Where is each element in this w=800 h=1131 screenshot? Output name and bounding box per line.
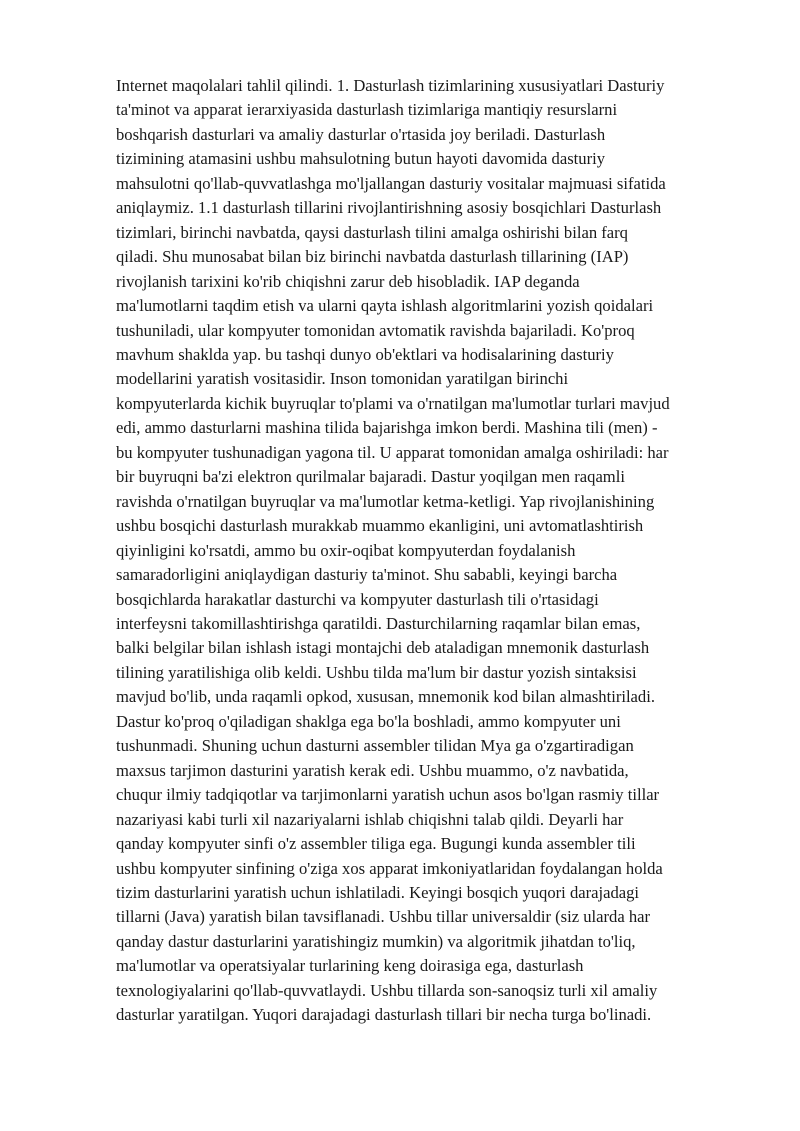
text-line: qiladi. Shu munosabat bilan biz birinchi navbatda dasturlash tillarining (IAP) — [116, 247, 629, 267]
text-line: ta'minot va apparat ierarxiyasida dasturlash tizimlariga mantiqiy resurslarni — [116, 100, 618, 120]
text-line: mavjud bo'lib, unda raqamli opkod, xususan, mnemonik kod bilan almashtiriladi. — [116, 687, 655, 707]
text-line: tillarni (Java) yaratish bilan tavsiflanadi. Ushbu tillar universaldir (siz ularda har — [116, 907, 651, 927]
text-line: samaradorligini aniqlaydigan dasturiy ta'minot. Shu sababli, keyingi barcha — [116, 565, 618, 585]
body-paragraph — [116, 74, 746, 1028]
text-line: nazariyasi kabi turli xil nazariyalarni ishlab chiqishni talab qildi. Deyarli har — [116, 809, 624, 829]
text-line: texnologiyalarini qo'llab-quvvatlaydi. Ushbu tillarda son-sanoqsiz turli xil amaliy — [116, 980, 658, 1000]
text-line: kompyuterlarda kichik buyruqlar to'plami va o'rnatilgan ma'lumotlar turlari mavjud — [116, 393, 670, 413]
text-line: tizimlari, birinchi navbatda, qaysi dasturlash tilini amalga oshirishi bilan farq — [116, 222, 628, 242]
text-line: chuqur ilmiy tadqiqotlar va tarjimonlarni yaratish uchun asos bo'lgan rasmiy tillar — [116, 785, 660, 805]
text-line: Internet maqolalari tahlil qilindi. 1. Dasturlash tizimlarining xususiyatlari Dasturiy — [116, 76, 665, 95]
text-line: ma'lumotlarni taqdim etish va ularni qayta ishlash algoritmlarini yozish qoidalari — [116, 296, 654, 316]
text-line: Dastur ko'proq o'qiladigan shaklga ega bo'la boshladi, ammo kompyuter uni — [116, 711, 621, 731]
text-line: ravishda o'rnatilgan buyruqlar va ma'lumotlar ketma-ketligi. Yap rivojlanishining — [116, 491, 655, 511]
text-line: dasturlar yaratilgan. Yuqori darajadagi dasturlash tillari bir necha turga bo'linadi. — [116, 1005, 652, 1025]
text-line: edi, ammo dasturlarni mashina tilida bajarishga imkon berdi. Mashina tili (men) - — [116, 418, 658, 438]
text-line: interfeysni takomillashtirishga qaratildi. Dasturchilarning raqamlar bilan emas, — [116, 613, 641, 633]
text-line: tushuniladi, ular kompyuter tomonidan avtomatik ravishda bajariladi. Ko'proq — [116, 320, 635, 340]
text-line: rivojlanish tarixini ko'rib chiqishni zarur deb hisobladik. IAP deganda — [116, 271, 580, 291]
text-line: qiyinligini ko'rsatdi, ammo bu oxir-oqibat kompyuterdan foydalanish — [116, 540, 576, 560]
text-line: modellarini yaratish vositasidir. Inson tomonidan yaratilgan birinchi — [116, 369, 569, 389]
text-line: tizim dasturlarini yaratish uchun ishlatiladi. Keyingi bosqich yuqori darajadagi — [116, 882, 640, 902]
text-line: bu kompyuter tushunadigan yagona til. U apparat tomonidan amalga oshiriladi: har — [116, 442, 669, 462]
text-line: bosqichlarda harakatlar dasturchi va kompyuter dasturlash tili o'rtasidagi — [116, 589, 599, 609]
text-line: ushbu bosqichi dasturlash murakkab muammo ekanligini, uni avtomatlashtirish — [116, 516, 644, 536]
text-line: qanday dastur dasturlarini yaratishingiz mumkin) va algoritmik jihatdan to'liq, — [116, 931, 636, 951]
text-line: mahsulotni qo'llab-quvvatlashga mo'ljallangan dasturiy vositalar majmuasi sifatida — [116, 173, 666, 193]
text-line: boshqarish dasturlari va amaliy dasturlar o'rtasida joy beriladi. Dasturlash — [116, 124, 606, 144]
text-line: aniqlaymiz. 1.1 dasturlash tillarini rivojlantirishning asosiy bosqichlari Dasturlash — [116, 198, 662, 218]
text-line: qanday kompyuter sinfi o'z assembler tiliga ega. Bugungi kunda assembler tili — [116, 834, 636, 854]
text-line: tizimining atamasini ushbu mahsulotning butun hayoti davomida dasturiy — [116, 149, 605, 169]
text-line: tushunmadi. Shuning uchun dasturni assembler tilidan Mya ga o'zgartiradigan — [116, 736, 634, 756]
text-line: ma'lumotlar va operatsiyalar turlarining keng doirasiga ega, dasturlash — [116, 956, 584, 976]
text-line: maxsus tarjimon dasturini yaratish kerak edi. Ushbu muammo, o'z navbatida, — [116, 760, 629, 780]
text-line: bir buyruqni ba'zi elektron qurilmalar bajaradi. Dastur yoqilgan men raqamli — [116, 467, 625, 487]
text-line: ushbu kompyuter sinfining o'ziga xos apparat imkoniyatlaridan foydalangan holda — [116, 858, 663, 878]
text-line: tilining yaratilishiga olib keldi. Ushbu tilda ma'lum bir dastur yozish sintaksisi — [116, 662, 637, 682]
text-line: balki belgilar bilan ishlash istagi montajchi deb ataladigan mnemonik dasturlash — [116, 638, 650, 658]
text-line: mavhum shaklda yap. bu tashqi dunyo ob'ektlari va hodisalarining dasturiy — [116, 344, 614, 364]
